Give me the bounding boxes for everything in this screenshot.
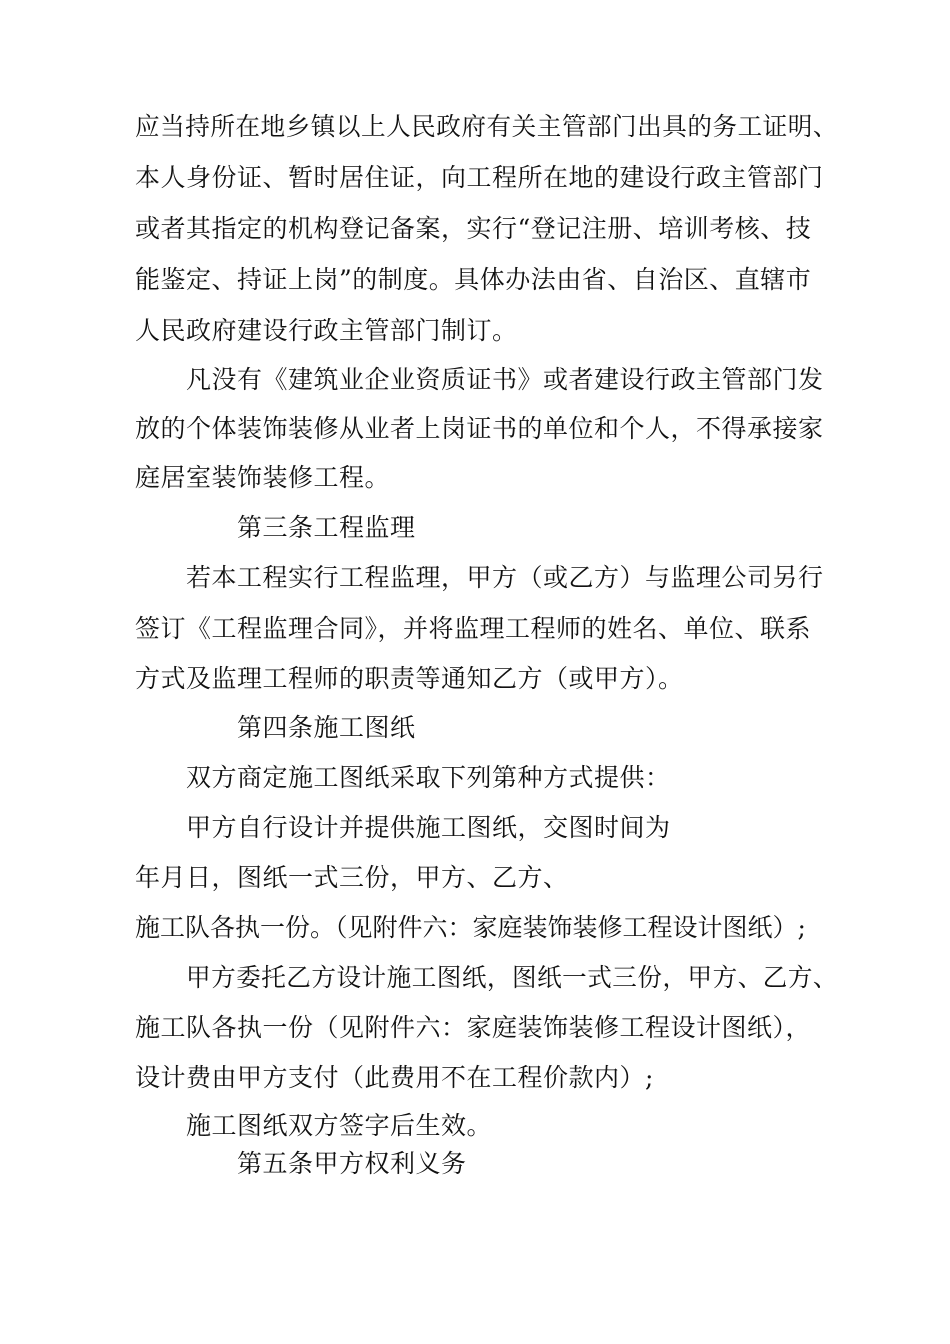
text-line: 设计费由甲方支付（此费用不在工程价款内）; <box>135 1063 654 1092</box>
text-line: 放的个体装饰装修从业者上岗证书的单位和个人，不得承接家 <box>135 414 824 443</box>
text-line: 凡没有《建筑业企业资质证书》或者建设行政主管部门发 <box>186 365 824 394</box>
text-line: 双方商定施工图纸采取下列第种方式提供： <box>186 763 671 792</box>
text-line: 或者其指定的机构登记备案，实行“登记注册、培训考核、技 <box>135 214 812 243</box>
text-line: 庭居室装饰装修工程。 <box>135 463 391 492</box>
text-line: 施工队各执一份（见附件六：家庭装饰装修工程设计图纸）， <box>135 1013 812 1042</box>
text-line: 应当持所在地乡镇以上人民政府有关主管部门出具的务工证明、 <box>135 112 839 141</box>
section-heading: 第五条甲方权利义务 <box>237 1149 467 1178</box>
text-line: 方式及监理工程师的职责等通知乙方（或甲方）。 <box>135 664 684 693</box>
text-line: 人民政府建设行政主管部门制订。 <box>135 316 518 345</box>
text-line: 甲方自行设计并提供施工图纸，交图时间为 <box>186 813 671 842</box>
text-line: 年月日，图纸一式三份，甲方、乙方、 <box>135 863 569 892</box>
text-line: 签订《工程监理合同》，并将监理工程师的姓名、单位、联系 <box>135 614 812 643</box>
text-line: 本人身份证、暂时居住证，向工程所在地的建设行政主管部门 <box>135 163 824 192</box>
section-heading: 第三条工程监理 <box>237 513 416 542</box>
text-line: 能鉴定、持证上岗”的制度。具体办法由省、自治区、直辖市 <box>135 265 812 294</box>
text-line: 甲方委托乙方设计施工图纸，图纸一式三份，甲方、乙方、 <box>186 963 839 992</box>
text-line: 若本工程实行工程监理，甲方（或乙方）与监理公司另行 <box>186 563 824 592</box>
text-line: 施工队各执一份。（见附件六：家庭装饰装修工程设计图纸）; <box>135 913 806 942</box>
section-heading: 第四条施工图纸 <box>237 713 416 742</box>
text-line: 施工图纸双方签字后生效。 <box>186 1111 493 1140</box>
